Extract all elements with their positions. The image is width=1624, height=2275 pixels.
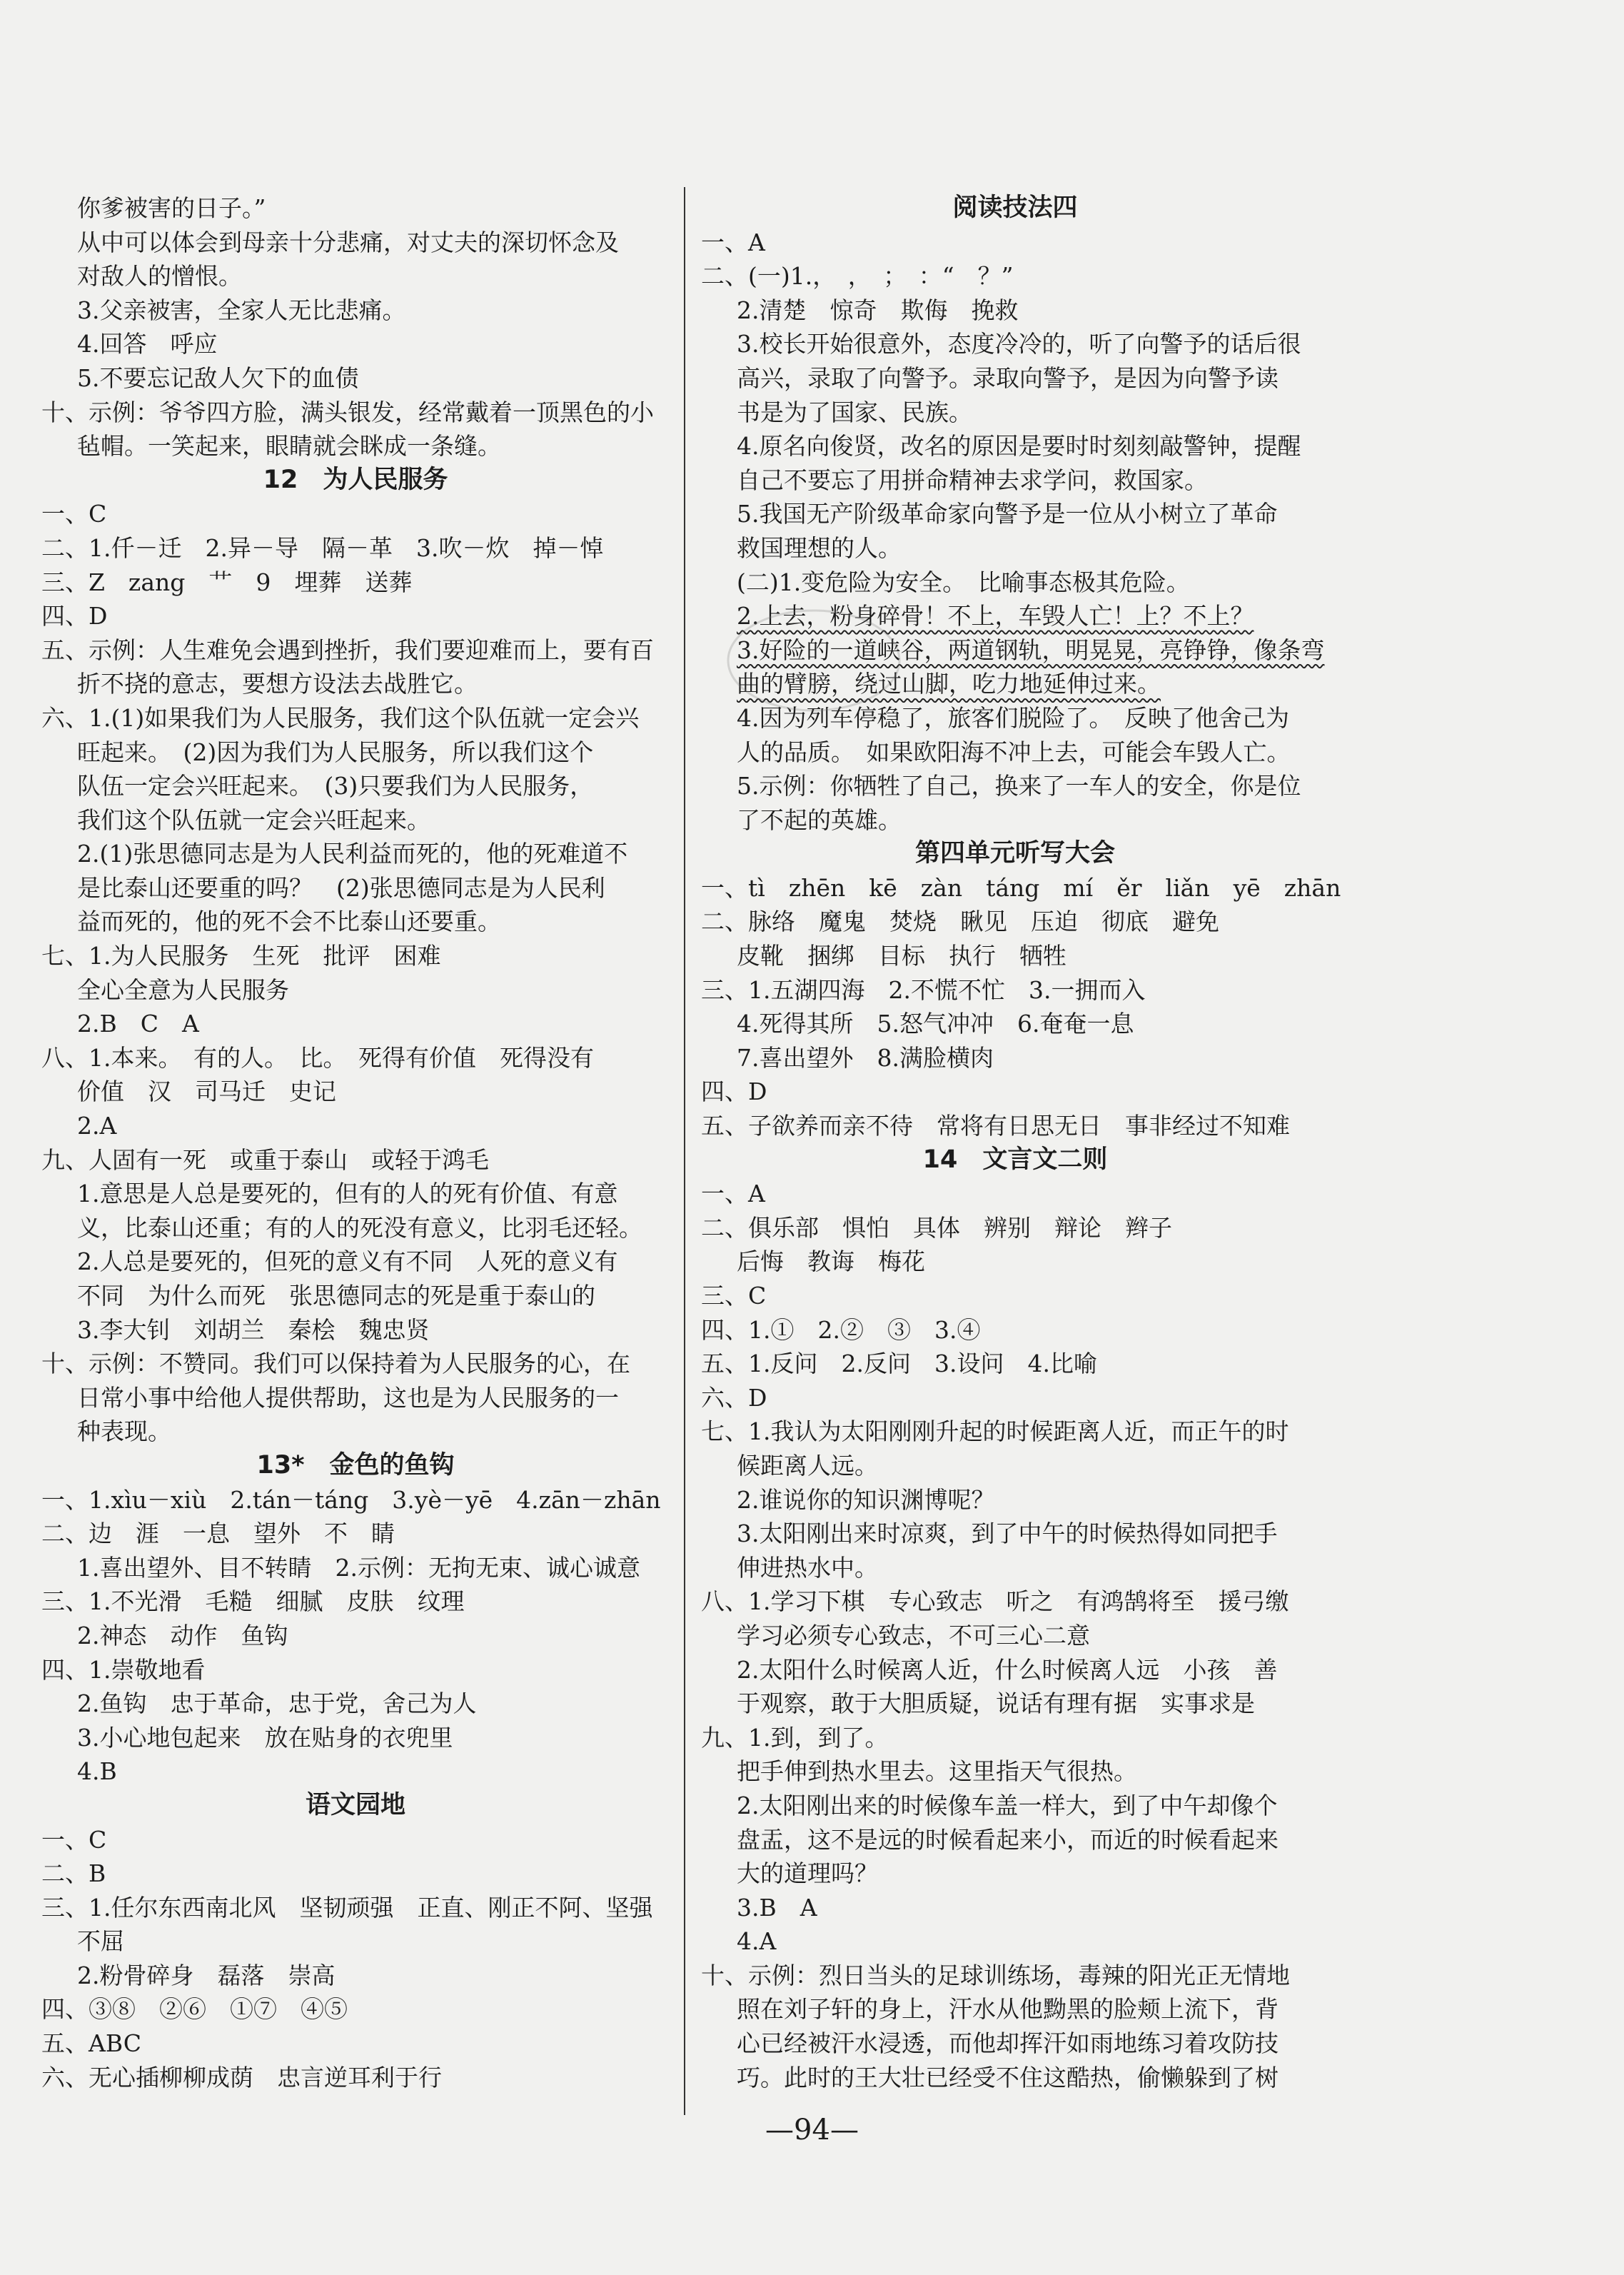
answer-line: 四、1.崇敬地看 xyxy=(41,1655,206,1684)
answer-line: 5.示例：你牺牲了自己，换来了一车人的安全，你是位 xyxy=(737,772,1301,800)
answer-line: 十、示例：烈日当头的足球训练场，毒辣的阳光正无情地 xyxy=(701,1961,1290,1989)
answer-line: 五、示例：人生难免会遇到挫折，我们要迎难而上，要有百 xyxy=(41,636,654,664)
answer-line: 七、1.为人民服务 生死 批评 困难 xyxy=(41,942,441,970)
answer-line: 益而死的，他的死不会不比泰山还要重。 xyxy=(77,908,501,936)
answer-line: 2.(1)张思德同志是为人民利益而死的，他的死难道不 xyxy=(77,840,628,868)
answer-line: 了不起的英雄。 xyxy=(737,805,902,834)
answer-line: 4.回答 呼应 xyxy=(77,330,218,358)
answer-line: 三、C xyxy=(701,1282,767,1310)
answer-line: 2.谁说你的知识渊博呢？ xyxy=(737,1485,995,1514)
answer-line: 三、1.任尔东西南北风 坚韧顽强 正直、刚正不阿、坚强 xyxy=(41,1893,653,1922)
answer-line: 2.太阳刚出来的时候像车盖一样大，到了中午却像个 xyxy=(737,1791,1278,1819)
section-heading: 阅读技法四 xyxy=(952,194,1078,222)
answer-line: 日常小事中给他人提供帮助，这也是为人民服务的一 xyxy=(77,1383,619,1412)
answer-line: 于观察，敢于大胆质疑，说话有理有据 实事求是 xyxy=(737,1689,1255,1718)
answer-line: 二、(一)1.， ， ； ：“ ？” xyxy=(701,262,1014,291)
answer-line: 旺起来。 (2)因为我们为人民服务，所以我们这个 xyxy=(77,738,594,766)
left-column xyxy=(41,191,670,2094)
answer-line: 从中可以体会到母亲十分悲痛，对丈夫的深切怀念及 xyxy=(77,228,619,256)
answer-line: 不屈 xyxy=(77,1927,124,1956)
answer-line: 照在刘子轩的身上，汗水从他黝黑的脸颊上流下，背 xyxy=(737,1995,1278,2024)
answer-line: 高兴，录取了向警予。录取向警予，是因为向警予读 xyxy=(737,363,1278,392)
answer-line: 3.父亲被害，全家人无比悲痛。 xyxy=(77,296,406,324)
answer-line: 2.神态 动作 鱼钩 xyxy=(77,1621,288,1649)
answer-line: 五、子欲养而亲不待 常将有日思无日 事非经过不知难 xyxy=(701,1112,1290,1140)
answer-line: 四、③⑧ ②⑥ ①⑦ ④⑤ xyxy=(41,1995,348,2024)
answer-line: 4.死得其所 5.怒气冲冲 6.奄奄一息 xyxy=(737,1010,1134,1038)
answer-line: 7.喜出望外 8.满脸横肉 xyxy=(737,1043,994,1072)
answer-line: 2.鱼钩 忠于革命，忠于党，舍己为人 xyxy=(77,1689,477,1718)
section-heading: 14 文言文二则 xyxy=(922,1145,1108,1174)
answer-line: 候距离人远。 xyxy=(737,1451,878,1480)
answer-line: 五、ABC xyxy=(41,2029,141,2058)
answer-line: 把手伸到热水里去。这里指天气很热。 xyxy=(737,1757,1137,1786)
answer-line: 折不挠的意志，要想方设法去战胜它。 xyxy=(77,670,478,698)
answer-line: 五、1.反问 2.反问 3.设问 4.比喻 xyxy=(701,1350,1097,1378)
answer-line: 2.A xyxy=(77,1112,117,1140)
answer-line: 二、脉络 魔鬼 焚烧 瞅见 压迫 彻底 避免 xyxy=(701,908,1219,936)
answer-line: 九、1.到，到了。 xyxy=(701,1723,889,1752)
answer-line: 自己不要忘了用拼命精神去求学问，救国家。 xyxy=(737,466,1208,494)
answer-line: 大的道理吗？ xyxy=(737,1859,878,1888)
answer-line: 队伍一定会兴旺起来。 (3)只要我们为人民服务， xyxy=(77,772,594,800)
answer-line: 4.B xyxy=(77,1757,117,1786)
answer-line: 救国理想的人。 xyxy=(737,533,902,562)
answer-line: 不同 为什么而死 张思德同志的死是重于泰山的 xyxy=(77,1282,595,1310)
answer-line: 八、1.学习下棋 专心致志 听之 有鸿鹄将至 援弓缴 xyxy=(701,1587,1289,1616)
answer-line: 4.A xyxy=(737,1927,777,1956)
answer-line: 是比泰山还要重的吗？ (2)张思德同志是为人民利 xyxy=(77,873,605,902)
wavy-underlined-text: 曲的臂膀，绕过山脚，吃力地延伸过来。 xyxy=(737,670,1161,698)
wavy-underlined-text: 3.好险的一道峡谷，两道钢轨，明晃晃，亮铮铮，像条弯 xyxy=(737,636,1325,664)
column-divider xyxy=(684,187,685,2115)
answer-line: 六、无心插柳柳成荫 忠言逆耳利于行 xyxy=(41,2063,442,2091)
answer-line: 二、1.仟－迁 2.异－导 隔－革 3.吹－炊 掉－悼 xyxy=(41,533,604,562)
answer-line: 我们这个队伍就一定会兴旺起来。 xyxy=(77,805,430,834)
answer-line: 后悔 教诲 梅花 xyxy=(737,1247,925,1276)
answer-line: 你爹被害的日子。” xyxy=(77,194,266,222)
answer-line: (二)1.变危险为安全。 比喻事态极其危险。 xyxy=(737,568,1190,596)
answer-line: 3.校长开始很意外，态度冷冷的，听了向警予的话后很 xyxy=(737,330,1301,358)
answer-line: 一、A xyxy=(701,1180,765,1208)
answer-line: 伸进热水中。 xyxy=(737,1553,878,1582)
answer-line: 全心全意为人民服务 xyxy=(77,975,289,1004)
answer-line: 3.小心地包起来 放在贴身的衣兜里 xyxy=(77,1723,453,1752)
answer-line: 十、示例：不赞同。我们可以保持着为人民服务的心，在 xyxy=(41,1350,630,1378)
answer-line: 六、D xyxy=(701,1383,767,1412)
answer-line: 六、1.(1)如果我们为人民服务，我们这个队伍就一定会兴 xyxy=(41,703,640,732)
answer-line: 对敌人的憎恨。 xyxy=(77,262,242,291)
answer-line: 1.喜出望外、目不转睛 2.示例：无拘无束、诚心诚意 xyxy=(77,1553,640,1582)
answer-line: 3.太阳刚出来时凉爽，到了中午的时候热得如同把手 xyxy=(737,1520,1278,1548)
answer-line: 三、1.不光滑 毛糙 细腻 皮肤 纹理 xyxy=(41,1587,465,1616)
answer-line: 盘盂，这不是远的时候看起来小，而近的时候看起来 xyxy=(737,1825,1278,1854)
answer-line: 九、人固有一死 或重于泰山 或轻于鸿毛 xyxy=(41,1145,489,1174)
section-heading: 第四单元听写大会 xyxy=(914,839,1115,868)
answer-line: 四、1.① 2.② ③ 3.④ xyxy=(701,1315,981,1344)
answer-line: 巧。此时的王大壮已经受不住这酷热，偷懒躲到了树 xyxy=(737,2063,1278,2091)
answer-line: 学习必须专心致志，不可三心二意 xyxy=(737,1621,1090,1649)
answer-line: 一、1.xìu－xiù 2.tán－táng 3.yè－yē 4.zān－zhān xyxy=(41,1485,661,1514)
answer-line: 3.B A xyxy=(737,1893,817,1922)
answer-line: 一、C xyxy=(41,500,107,528)
answer-line: 心已经被汗水浸透，而他却挥汗如雨地练习着攻防技 xyxy=(737,2029,1278,2058)
answer-line: 4.原名向俊贤，改名的原因是要时时刻刻敲警钟，提醒 xyxy=(737,432,1301,461)
answer-line: 七、1.我认为太阳刚刚升起的时候距离人近，而正午的时 xyxy=(701,1417,1289,1446)
answer-line: 一、A xyxy=(701,228,765,256)
answer-line: 三、Z zang 艹 9 埋葬 送葬 xyxy=(41,568,413,596)
answer-line: 三、1.五湖四海 2.不慌不忙 3.一拥而入 xyxy=(701,975,1146,1004)
answer-line: 二、俱乐部 惧怕 具体 辨别 辩论 辫子 xyxy=(701,1213,1172,1242)
section-heading: 语文园地 xyxy=(305,1790,405,1819)
answer-line: 八、1.本来。 有的人。 比。 死得有价值 死得没有 xyxy=(41,1043,594,1072)
answer-line: 四、D xyxy=(41,602,108,631)
page-number: —94— xyxy=(765,2114,859,2146)
answer-line: 2.清楚 惊奇 欺侮 挽救 xyxy=(737,296,1019,324)
section-heading: 12 为人民服务 xyxy=(263,465,448,494)
answer-line: 3.李大钊 刘胡兰 秦桧 魏忠贤 xyxy=(77,1315,430,1344)
section-heading: 13* 金色的鱼钩 xyxy=(256,1450,455,1480)
answer-line: 人的品质。 如果欧阳海不冲上去，可能会车毁人亡。 xyxy=(737,738,1291,766)
answer-line: 价值 汉 司马迁 史记 xyxy=(77,1078,336,1106)
answer-line: 一、tì zhēn kē zàn táng mí ěr liǎn yē zhān xyxy=(701,873,1341,902)
answer-line: 2.人总是要死的，但死的意义有不同 人死的意义有 xyxy=(77,1247,618,1276)
faint-stamp-mark xyxy=(721,600,907,721)
answer-line: 二、边 涯 一息 望外 不 睛 xyxy=(41,1520,395,1548)
answer-line: 义，比泰山还重；有的人的死没有意义，比羽毛还轻。 xyxy=(77,1213,642,1242)
answer-line: 5.不要忘记敌人欠下的血债 xyxy=(77,363,359,392)
answer-line: 毡帽。一笑起来，眼睛就会眯成一条缝。 xyxy=(77,432,501,461)
answer-line: 二、B xyxy=(41,1859,106,1888)
answer-line: 2.B C A xyxy=(77,1010,199,1038)
wavy-underlined-text: 2.上去，粉身碎骨！不上，车毁人亡！上？不上？ xyxy=(737,602,1254,631)
answer-line: 皮靴 捆绑 目标 执行 牺牲 xyxy=(737,942,1066,970)
answer-line: 四、D xyxy=(701,1078,767,1106)
right-column xyxy=(701,191,1341,2094)
answer-line: 2.粉骨碎身 磊落 崇高 xyxy=(77,1961,336,1989)
answer-line: 书是为了国家、民族。 xyxy=(737,398,972,426)
answer-line: 种表现。 xyxy=(77,1417,171,1446)
answer-line: 5.我国无产阶级革命家向警予是一位从小树立了革命 xyxy=(737,500,1278,528)
answer-line: 4.因为列车停稳了，旅客们脱险了。 反映了他舍己为 xyxy=(737,703,1289,732)
answer-line: 十、示例：爷爷四方脸，满头银发，经常戴着一顶黑色的小 xyxy=(41,398,654,426)
answer-line: 一、C xyxy=(41,1825,107,1854)
answer-line: 2.太阳什么时候离人近，什么时候离人远 小孩 善 xyxy=(737,1655,1278,1684)
answer-line: 1.意思是人总是要死的，但有的人的死有价值、有意 xyxy=(77,1180,618,1208)
